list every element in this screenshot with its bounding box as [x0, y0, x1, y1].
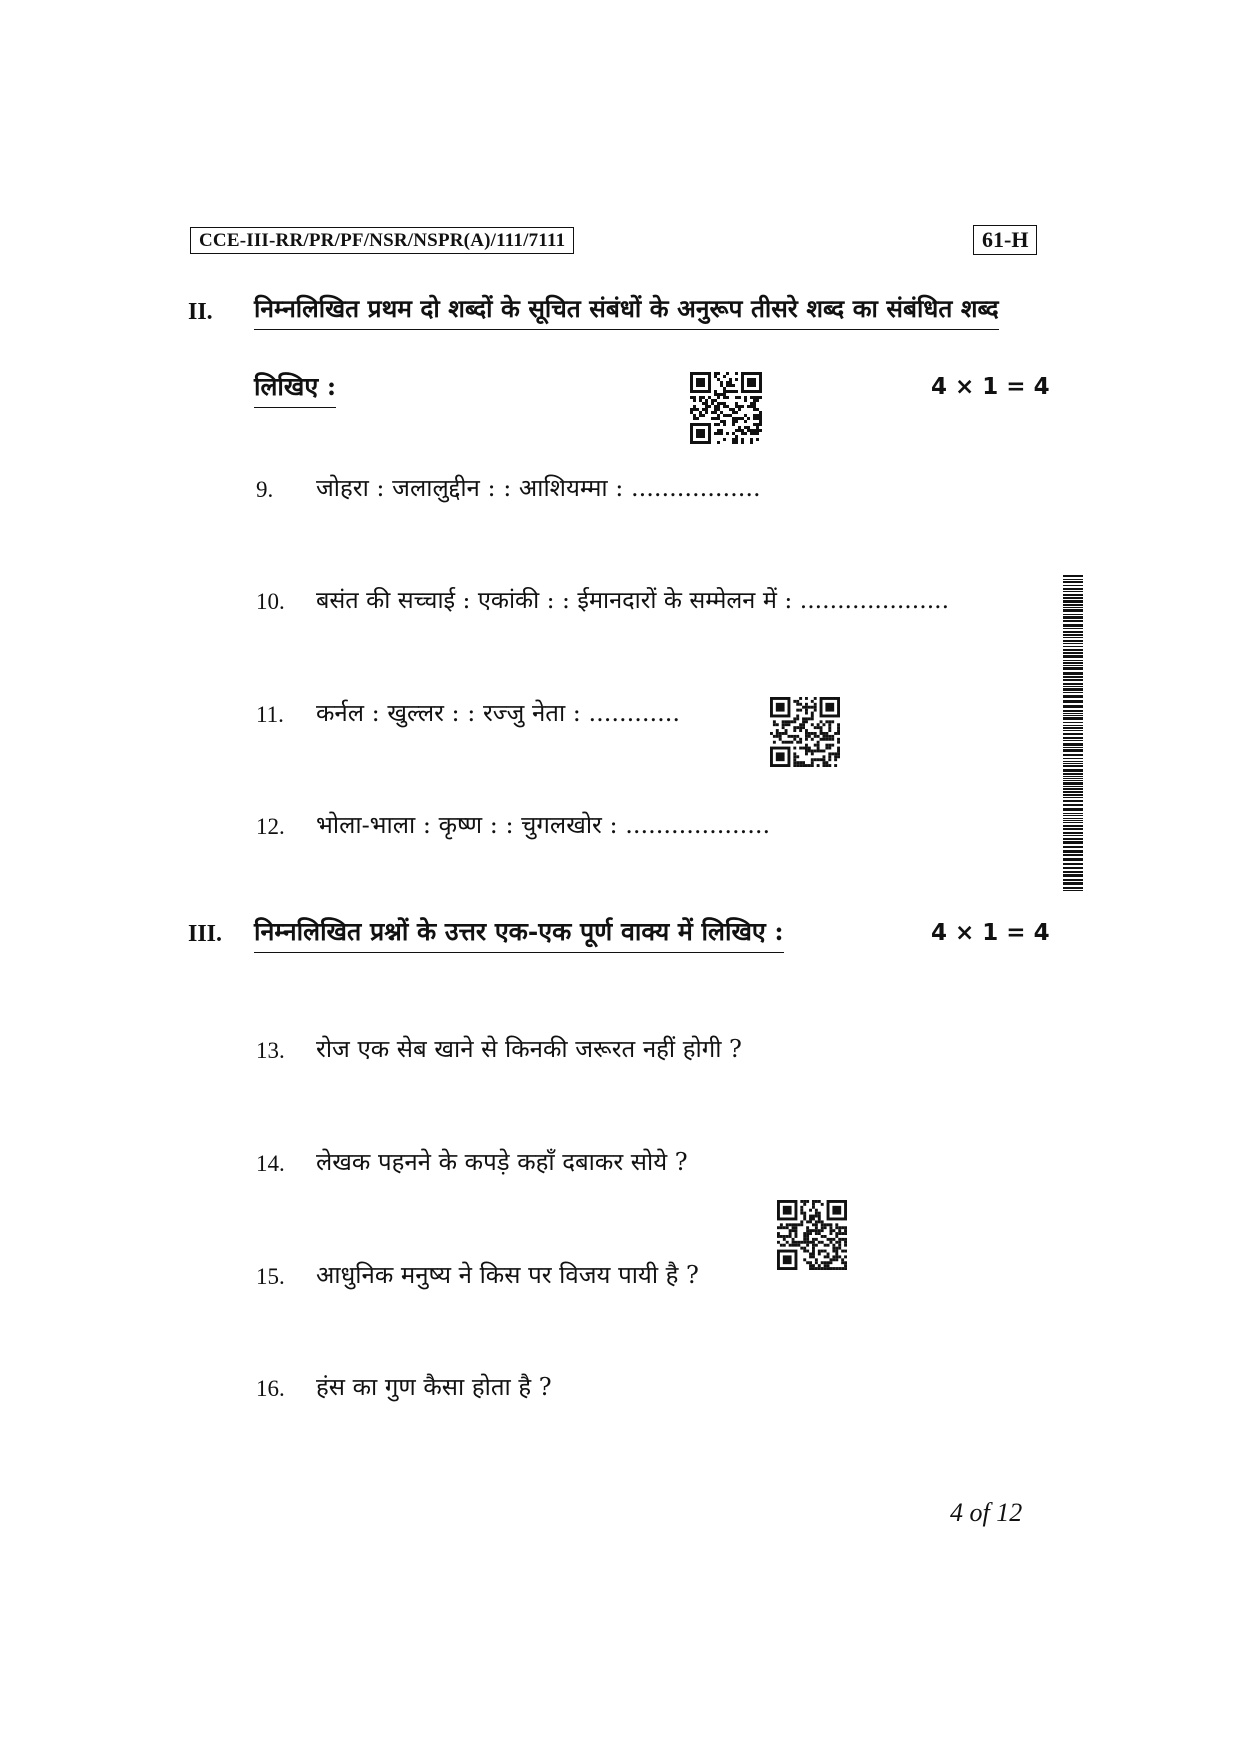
question-12-number: 12.	[256, 814, 285, 839]
question-10-text: बसंत की सच्चाई : एकांकी : : ईमानदारों के सम्मेलन में : ....................	[316, 586, 950, 614]
question-15-text: आधुनिक मनुष्य ने किस पर विजय पायी है ?	[316, 1261, 699, 1289]
question-11-text: कर्नल : खुल्लर : : रज्जु नेता : ............	[316, 699, 681, 727]
question-10-number: 10.	[256, 589, 285, 614]
question-14-number: 14.	[256, 1151, 285, 1176]
paper-code-box: CCE-III-RR/PR/PF/NSR/NSPR(A)/111/7111	[190, 227, 574, 254]
section-3-instruction: निम्नलिखित प्रश्नों के उत्तर एक-एक पूर्ण वाक्य में लिखिए :	[254, 914, 784, 953]
question-14-text: लेखक पहनने के कपड़े कहाँ दबाकर सोये ?	[316, 1148, 688, 1176]
question-9-number: 9.	[256, 477, 274, 502]
qr-code-icon	[777, 1200, 847, 1270]
section-3-number: III.	[188, 921, 223, 947]
question-16-number: 16.	[256, 1376, 285, 1401]
section-3-marks: 4 × 1 = 4	[931, 920, 1050, 946]
question-13-text: रोज एक सेब खाने से किनकी जरूरत नहीं होगी ?	[316, 1035, 742, 1063]
section-2-instruction-line1: निम्नलिखित प्रथम दो शब्दों के सूचित संबंधों के अनुरूप तीसरे शब्द का संबंधित शब्द	[254, 292, 999, 330]
section-2-marks: 4 × 1 = 4	[931, 374, 1050, 400]
question-9-text: जोहरा : जलालुद्दीन : : आशियम्मा : .................	[316, 474, 761, 502]
qr-code-icon	[690, 372, 762, 444]
qr-code-icon	[770, 697, 840, 767]
question-12-text: भोला-भाला : कृष्ण : : चुगलखोर : ...................	[316, 811, 771, 839]
question-15-number: 15.	[256, 1264, 285, 1289]
question-16-text: हंस का गुण कैसा होता है ?	[316, 1373, 552, 1401]
subject-code-box: 61-H	[973, 225, 1037, 255]
section-2-number: II.	[188, 299, 213, 325]
barcode-icon	[1063, 575, 1083, 891]
page-number: 4 of 12	[950, 1498, 1023, 1527]
question-11-number: 11.	[256, 702, 284, 727]
question-13-number: 13.	[256, 1038, 285, 1063]
section-2-instruction-line2: लिखिए :	[254, 369, 336, 408]
